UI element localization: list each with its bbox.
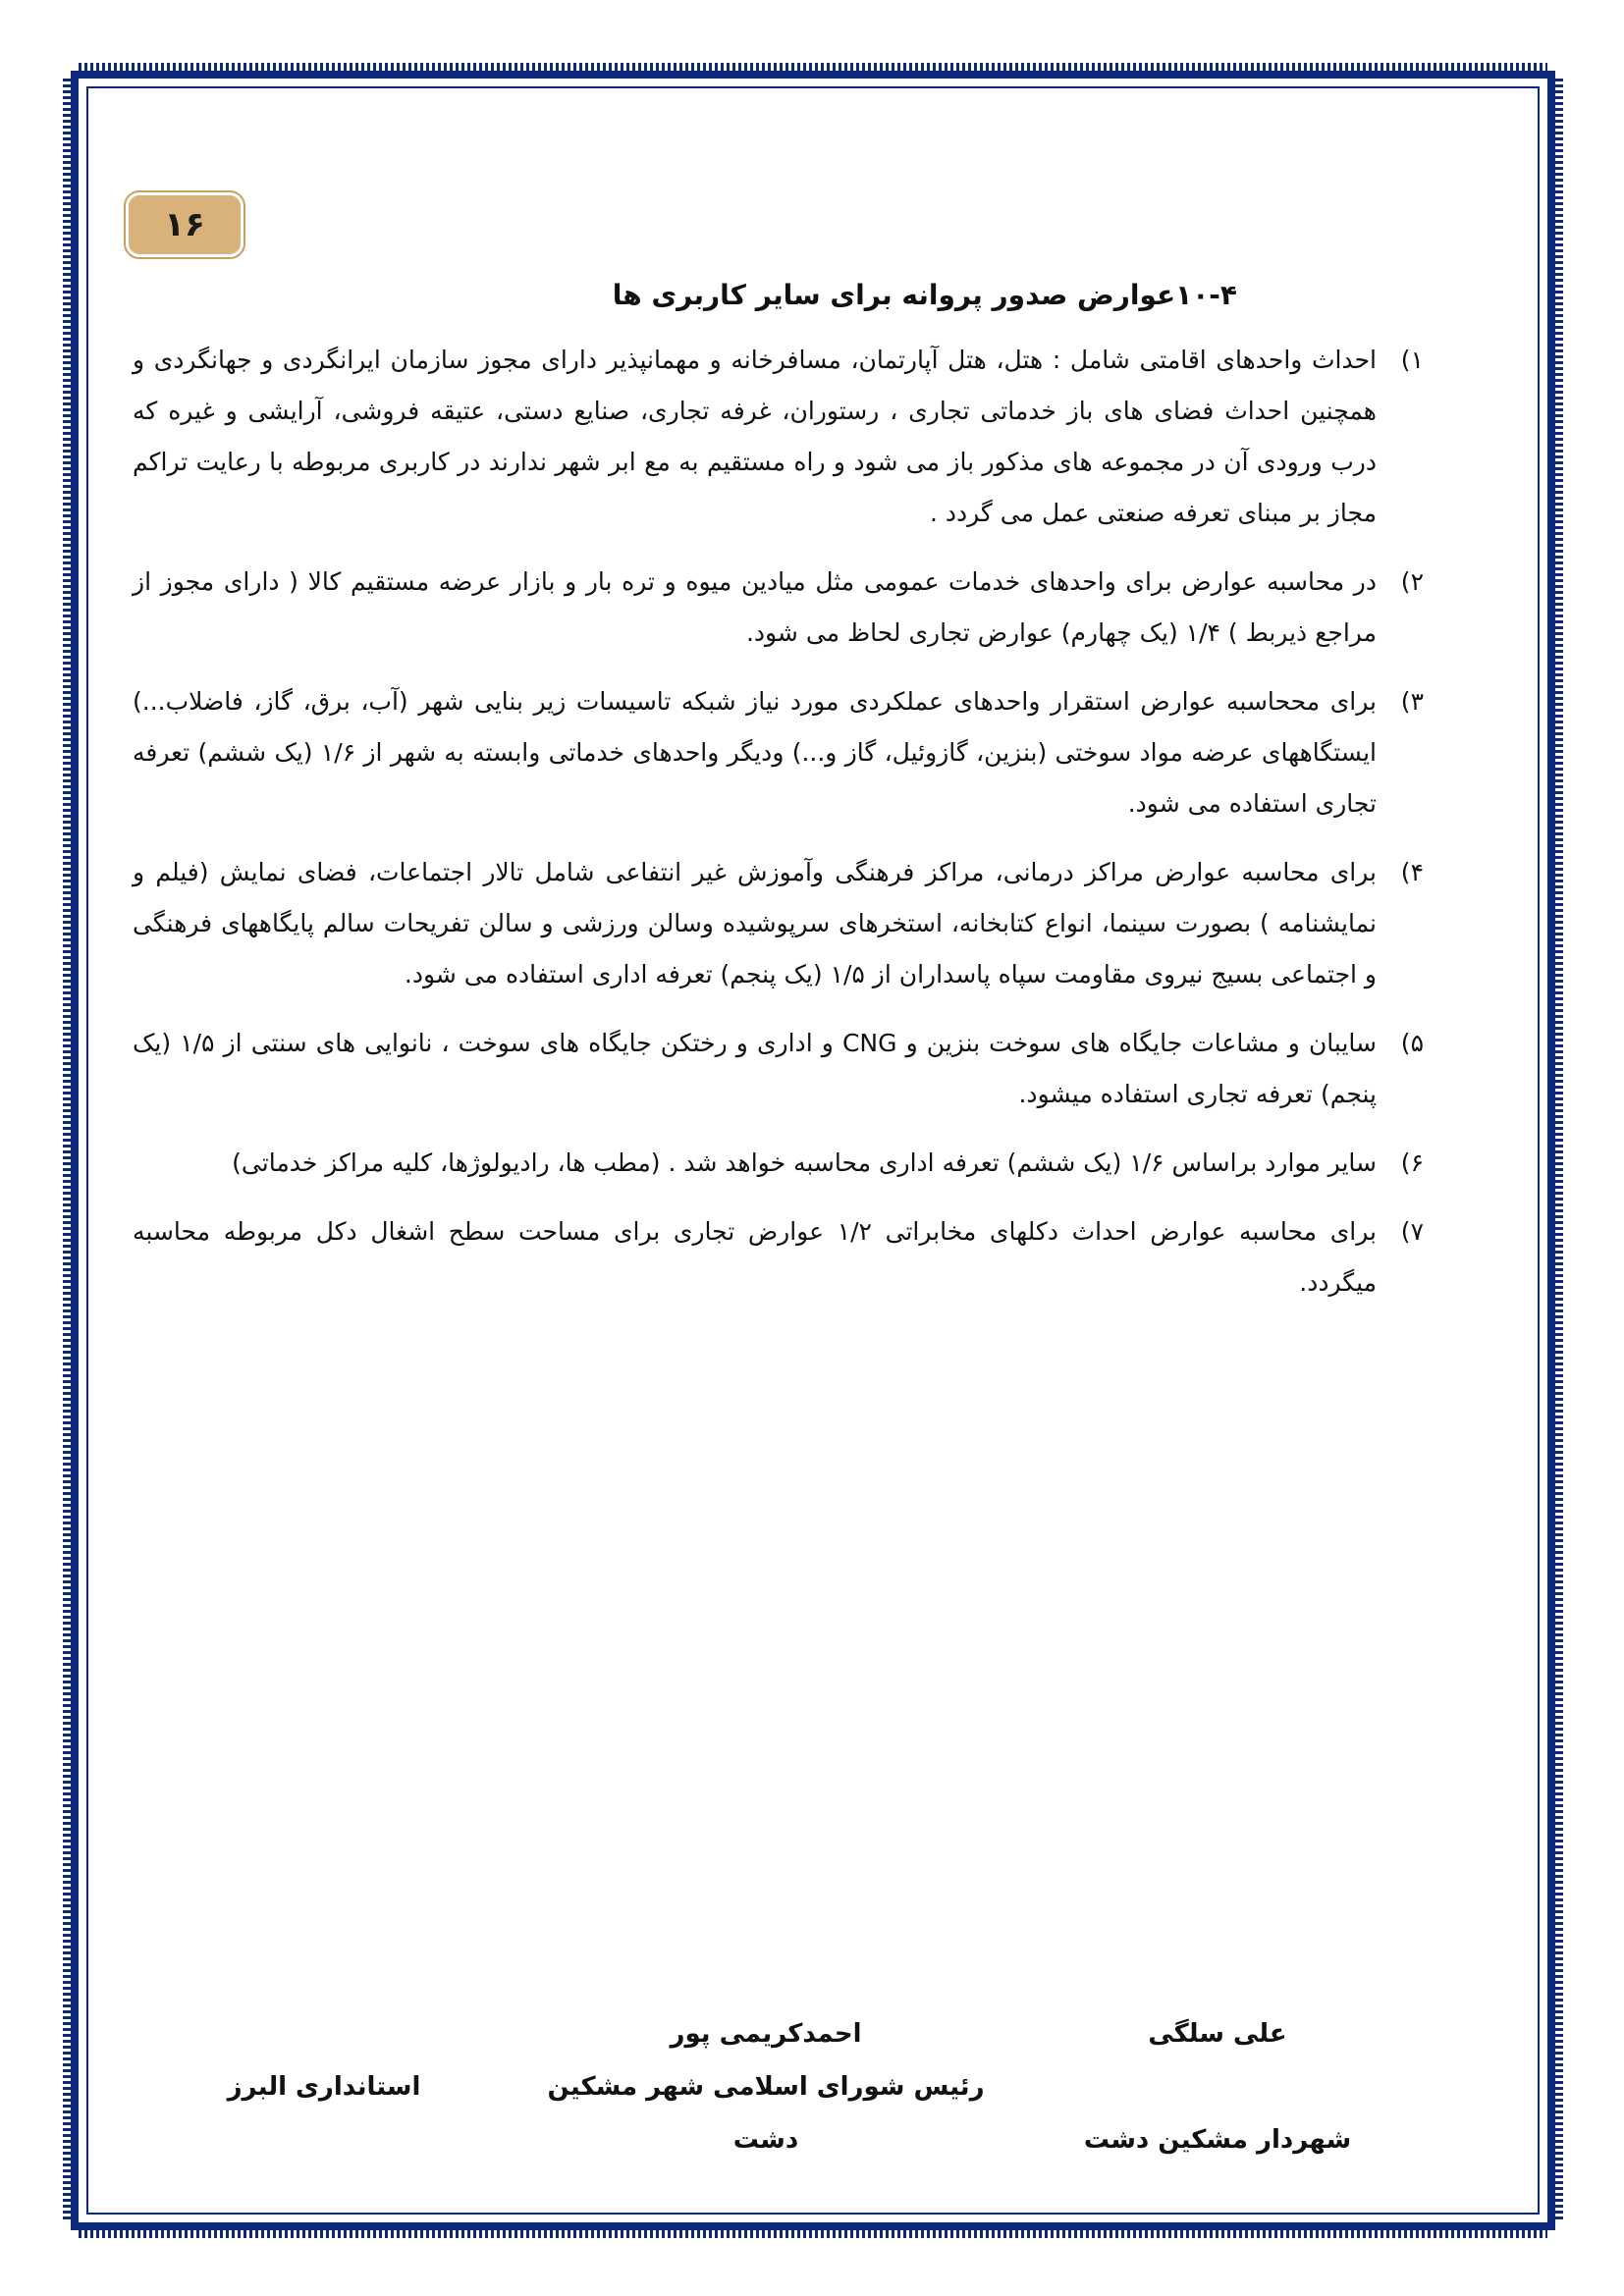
signature-governorate — [196, 2060, 452, 2113]
list-item — [133, 847, 1424, 1000]
document-body — [133, 265, 1424, 1326]
item-number: ۴) — [1400, 858, 1424, 886]
item-number: ۷) — [1400, 1217, 1424, 1246]
list-item — [133, 557, 1424, 659]
item-number: ۱) — [1400, 346, 1424, 374]
page-number-badge: ۱۶ — [126, 192, 244, 257]
mayor-name: علی سلگی — [1148, 2019, 1287, 2049]
section-title: ۱۰-۴عوارض صدور پروانه برای سایر کاربری ها — [612, 279, 1237, 311]
signature-section — [157, 2007, 1414, 2184]
council-head-title-cont: دشت — [732, 2125, 799, 2155]
list-item — [133, 335, 1424, 539]
item-text: سایر موارد براساس ۱/۶ (یک ششم) تعرفه اداری محاسبه خواهد شد . (مطب ها، رادیولوژها، کلیه مراکز خدماتی) — [232, 1148, 1377, 1177]
item-text: در محاسبه عوارض برای واحدهای خدمات عمومی مثل میادین میوه و تره بار و بازار عرضه مستقیم کالا ( دارای مجوز از مراجع ذیربط ) ۱/۴ (یک چهارم) عوارض تجاری لحاظ می شود. — [133, 567, 1377, 647]
item-number: ۲) — [1400, 567, 1424, 596]
frame-border-top — [79, 63, 1547, 71]
item-text: احداث واحدهای اقامتی شامل : هتل، هتل آپارتمان، مسافرخانه و مهمانپذیر دارای مجوز سازمان ایرانگردی و جهانگردی و همچنین احداث فضای های باز خدماتی تجاری ، رستوران، غرفه تجاری، صنایع دستی، عتیقه فروشی، آرایشی و غیره که درب ورودی آن در مجموعه های مذکور باز می شود و راه مستقیم به مع ابر شهر ندارند در کاربری مربوطه با رعایت تراکم مجاز بر مبنای تعرفه صنعتی عمل می گردد . — [133, 346, 1377, 527]
list-item — [133, 1018, 1424, 1120]
signature-mayor — [1041, 2007, 1394, 2166]
item-number: ۵) — [1400, 1029, 1424, 1057]
mayor-title: شهردار مشکین دشت — [1083, 2125, 1352, 2155]
frame-border-left — [63, 79, 71, 2222]
list-item — [133, 1206, 1424, 1308]
council-head-title: رئیس شورای اسلامی شهر مشکین — [547, 2072, 985, 2102]
list-item — [133, 1138, 1424, 1189]
frame-border-bottom — [79, 2230, 1547, 2238]
item-text: برای مححاسبه عوارض استقرار واحدهای عملکردی مورد نیاز شبکه تاسیسات زیر بنایی شهر (آب، برق، گاز، فاضلاب...) ایستگاههای عرضه مواد سوختی (بنزین، گازوئیل، گاز و...) ودیگر واحدهای خدماتی وابسته به شهر از ۱/۶ (یک ششم) تعرفه تجاری استفاده می شود. — [133, 687, 1377, 818]
list-item — [133, 676, 1424, 829]
item-text: برای محاسبه عوارض مراکز درمانی، مراکز فرهنگی وآموزش غیر انتفاعی شامل تالار اجتماعات، فضای نمایش (فیلم و نمایشنامه ) بصورت سینما، انواع کتابخانه، استخرهای سرپوشیده وسالن ورزشی و سالن تفریحات سالم پایگاههای فرهنگی و اجتماعی بسیج نیروی مقاومت سپاه پاسداران از ۱/۵ (یک پنجم) تعرفه اداری استفاده می شود. — [133, 858, 1377, 988]
item-number: ۶) — [1400, 1148, 1424, 1177]
signature-council-head — [540, 2007, 992, 2166]
item-number: ۳) — [1400, 687, 1424, 716]
governorate-name: استانداری البرز — [227, 2072, 421, 2102]
council-head-name: احمدکریمی پور — [670, 2019, 862, 2049]
item-text: برای محاسبه عوارض احداث دکلهای مخابراتی ۱/۲ عوارض تجاری برای مساحت سطح اشغال دکل مربوطه محاسبه میگردد. — [133, 1217, 1377, 1297]
item-text: سایبان و مشاعات جایگاه های سوخت بنزین و CNG و اداری و رختکن جایگاه های سوخت ، نانوایی های سنتی از ۱/۵ (یک پنجم) تعرفه تجاری استفاده میشود. — [133, 1029, 1377, 1108]
frame-border-right — [1555, 79, 1563, 2222]
